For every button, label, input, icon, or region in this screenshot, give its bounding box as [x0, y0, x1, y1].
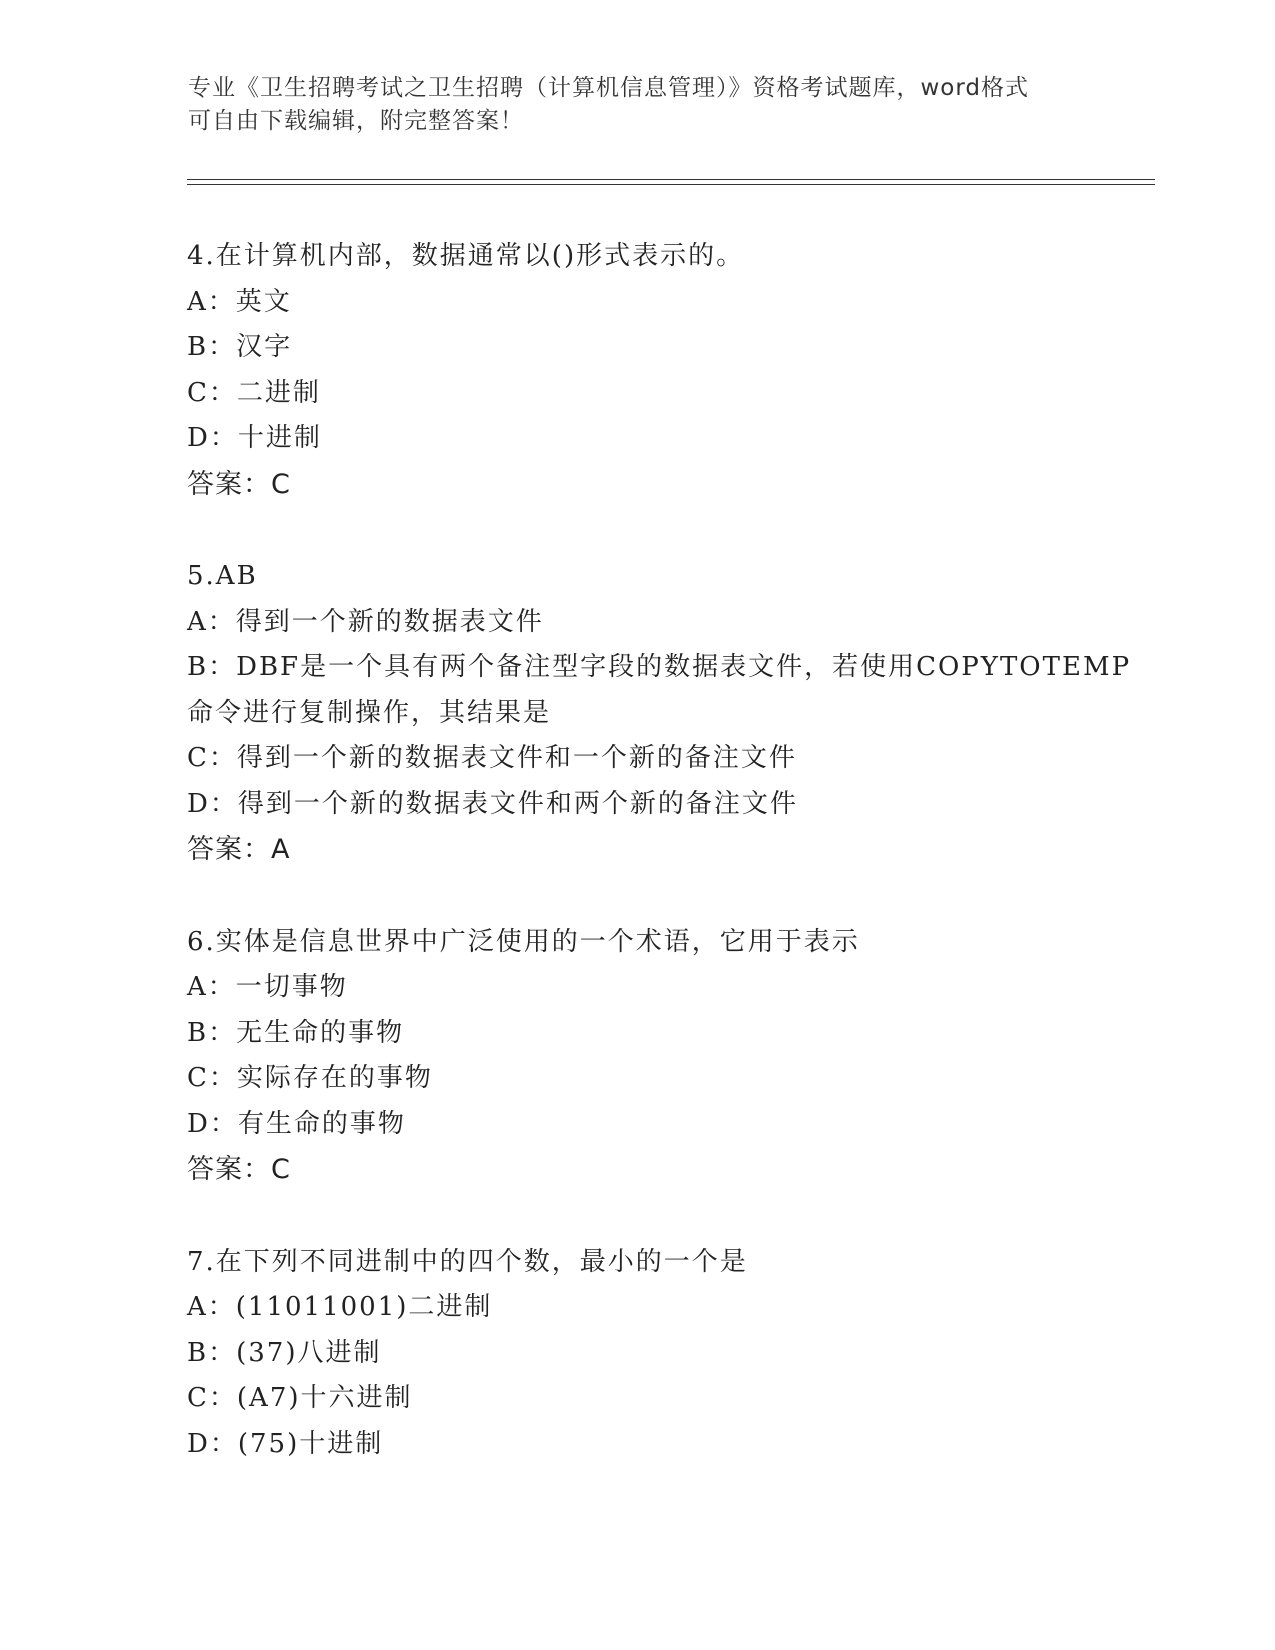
option-a: A：英文 — [187, 286, 292, 317]
option-c: C：实际存在的事物 — [187, 1063, 433, 1093]
answer-line: 答案：C — [187, 468, 291, 500]
option-b-continuation: 命令进行复制操作，其结果是 — [187, 697, 552, 728]
option-a: A：一切事物 — [187, 972, 348, 1002]
question-5 — [187, 554, 1147, 873]
option-b: B：(37)八进制 — [187, 1337, 382, 1368]
answer-line: 答案：C — [187, 1154, 291, 1185]
option-d: D：十进制 — [187, 423, 322, 453]
question-list — [187, 234, 1147, 1514]
option-c: C：(A7)十六进制 — [187, 1383, 413, 1413]
option-d: D：得到一个新的数据表文件和两个新的备注文件 — [187, 788, 798, 819]
document-header — [188, 72, 1088, 138]
header-line-1: 专业《卫生招聘考试之卫生招聘（计算机信息管理）》资格考试题库，word格式 — [188, 75, 1030, 101]
answer-line: 答案：A — [187, 834, 291, 865]
option-b: B：汉字 — [187, 332, 293, 362]
option-c: C：得到一个新的数据表文件和一个新的备注文件 — [187, 743, 797, 773]
option-d: D：有生命的事物 — [187, 1108, 406, 1139]
question-stem: 4.在计算机内部，数据通常以()形式表示的。 — [187, 241, 745, 271]
question-6 — [187, 920, 1147, 1193]
header-divider-top — [187, 179, 1155, 180]
option-b: B：DBF是一个具有两个备注型字段的数据表文件，若使用COPYTOTEMP — [187, 652, 1132, 682]
header-divider-bottom — [187, 184, 1155, 185]
question-stem: 5.AB — [187, 561, 258, 591]
option-b: B：无生命的事物 — [187, 1017, 405, 1048]
header-line-2: 可自由下载编辑，附完整答案！ — [188, 108, 524, 134]
option-d: D：(75)十进制 — [187, 1428, 384, 1459]
question-7 — [187, 1240, 1147, 1468]
option-a: A：(11011001)二进制 — [187, 1292, 493, 1322]
option-a: A：得到一个新的数据表文件 — [187, 606, 544, 637]
option-c: C：二进制 — [187, 377, 321, 408]
question-stem: 7.在下列不同进制中的四个数，最小的一个是 — [187, 1246, 748, 1277]
question-stem: 6.实体是信息世界中广泛使用的一个术语，它用于表示 — [187, 926, 860, 957]
question-4 — [187, 234, 1147, 507]
